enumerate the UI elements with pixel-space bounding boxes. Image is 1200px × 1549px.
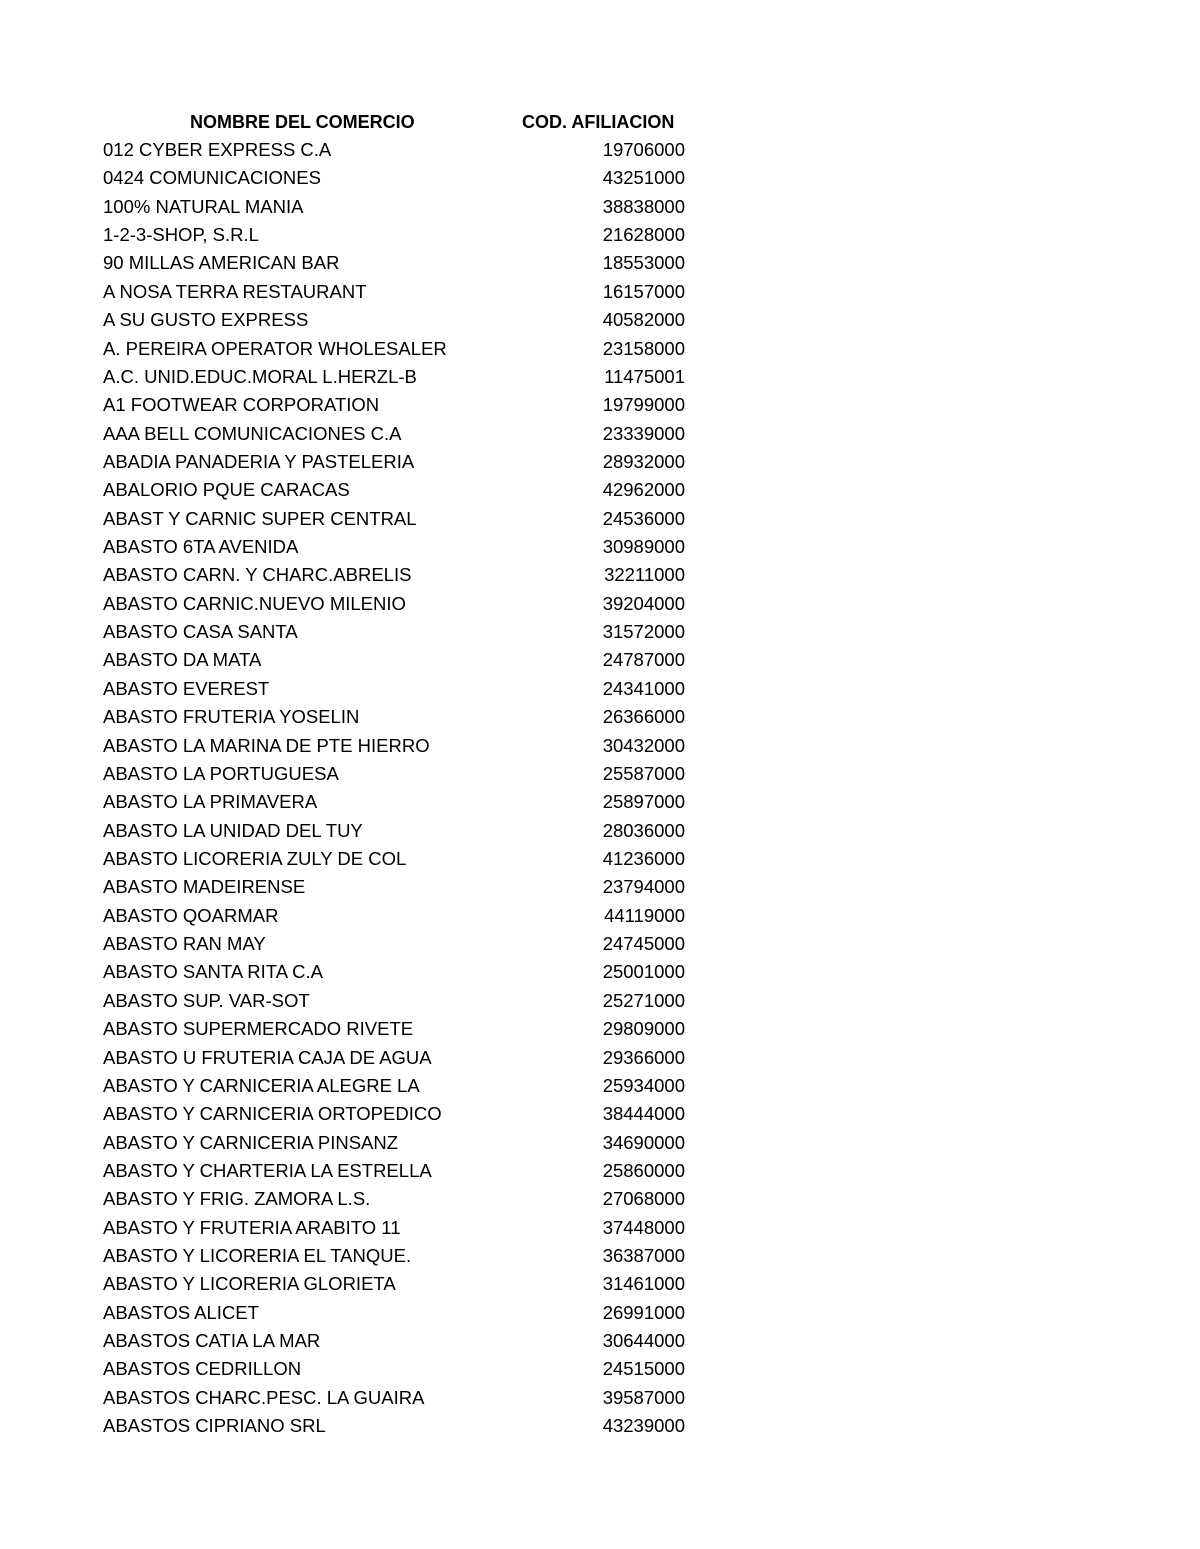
- affiliation-code-cell: 11475001: [604, 365, 685, 387]
- merchant-name-cell: AAA BELL COMUNICACIONES C.A: [103, 422, 402, 444]
- table-row: [0, 1214, 1200, 1242]
- affiliation-code-cell: 25587000: [602, 762, 685, 784]
- affiliation-code-cell: 38838000: [602, 195, 685, 217]
- affiliation-code-cell: 24745000: [602, 933, 685, 955]
- affiliation-code-cell: 23158000: [602, 337, 685, 359]
- table-row: [0, 249, 1200, 277]
- affiliation-code-cell: 24515000: [602, 1358, 685, 1380]
- table-row: [0, 930, 1200, 958]
- merchant-name-cell: ABASTO CARNIC.NUEVO MILENIO: [103, 592, 406, 614]
- merchant-name-cell: ABASTOS CHARC.PESC. LA GUAIRA: [103, 1386, 425, 1408]
- table-row: [0, 1355, 1200, 1383]
- table-row: [0, 1015, 1200, 1043]
- merchant-name-cell: ABASTOS CEDRILLON: [103, 1358, 302, 1380]
- merchant-name-cell: ABAST Y CARNIC SUPER CENTRAL: [103, 507, 417, 529]
- table-row: [0, 703, 1200, 731]
- affiliation-code-cell: 30989000: [602, 536, 685, 558]
- merchant-name-cell: ABASTO LICORERIA ZULY DE COL: [103, 847, 407, 869]
- merchant-name-cell: ABASTO Y LICORERIA GLORIETA: [103, 1273, 396, 1295]
- table-row: [0, 448, 1200, 476]
- affiliation-code-cell: 34690000: [602, 1131, 685, 1153]
- merchant-name-cell: A SU GUSTO EXPRESS: [103, 309, 309, 331]
- affiliation-code-cell: 29809000: [602, 1018, 685, 1040]
- table-row: [0, 533, 1200, 561]
- table-row: [0, 958, 1200, 986]
- table-row: [0, 1157, 1200, 1185]
- table-row: [0, 221, 1200, 249]
- affiliation-code-cell: 30432000: [602, 734, 685, 756]
- table-row: [0, 987, 1200, 1015]
- table-row: [0, 306, 1200, 334]
- affiliation-code-cell: 25860000: [602, 1159, 685, 1181]
- affiliation-code-cell: 28036000: [602, 819, 685, 841]
- merchant-name-cell: A NOSA TERRA RESTAURANT: [103, 280, 367, 302]
- affiliation-code-cell: 23794000: [602, 876, 685, 898]
- merchant-name-cell: ABASTO Y CARNICERIA PINSANZ: [103, 1131, 399, 1153]
- table-row: [0, 618, 1200, 646]
- affiliation-code-cell: 39204000: [602, 592, 685, 614]
- merchant-name-cell: 0424 COMUNICACIONES: [103, 167, 321, 189]
- merchant-name-cell: ABASTO CASA SANTA: [103, 621, 298, 643]
- merchant-name-cell: ABASTO QOARMAR: [103, 904, 279, 926]
- affiliation-code-cell: 27068000: [602, 1188, 685, 1210]
- merchant-name-cell: 1-2-3-SHOP, S.R.L: [103, 224, 259, 246]
- table-row: [0, 278, 1200, 306]
- table-row: [0, 193, 1200, 221]
- affiliation-code-cell: 31572000: [602, 621, 685, 643]
- affiliation-code-cell: 21628000: [602, 224, 685, 246]
- merchant-name-cell: ABASTO Y LICORERIA EL TANQUE.: [103, 1245, 412, 1267]
- table-row: [0, 335, 1200, 363]
- affiliation-code-cell: 40582000: [602, 309, 685, 331]
- merchant-name-cell: ABASTO LA MARINA DE PTE HIERRO: [103, 734, 430, 756]
- affiliation-code-cell: 16157000: [602, 280, 685, 302]
- merchant-name-cell: ABASTO U FRUTERIA CAJA DE AGUA: [103, 1046, 432, 1068]
- affiliation-code-cell: 25001000: [602, 961, 685, 983]
- affiliation-code-cell: 25934000: [602, 1074, 685, 1096]
- affiliation-code-cell: 43239000: [602, 1415, 685, 1437]
- affiliation-code-cell: 24536000: [602, 507, 685, 529]
- affiliation-code-cell: 18553000: [602, 252, 685, 274]
- merchant-name-cell: ABASTO SUP. VAR-SOT: [103, 989, 310, 1011]
- merchant-name-cell: ABASTO Y CHARTERIA LA ESTRELLA: [103, 1159, 432, 1181]
- affiliation-code-cell: 41236000: [602, 847, 685, 869]
- table-row: [0, 732, 1200, 760]
- table-row: [0, 164, 1200, 192]
- merchant-name-cell: ABASTO DA MATA: [103, 649, 262, 671]
- affiliation-code-cell: 31461000: [602, 1273, 685, 1295]
- merchant-name-cell: ABADIA PANADERIA Y PASTELERIA: [103, 450, 415, 472]
- table-row: [0, 1327, 1200, 1355]
- affiliation-code-cell: 42962000: [602, 479, 685, 501]
- affiliation-code-cell: 36387000: [602, 1245, 685, 1267]
- affiliation-code-cell: 26366000: [602, 706, 685, 728]
- merchant-name-cell: ABALORIO PQUE CARACAS: [103, 479, 350, 501]
- table-row: [0, 675, 1200, 703]
- table-row: [0, 1384, 1200, 1412]
- header-cod-afiliacion: COD. AFILIACION: [522, 112, 675, 132]
- merchant-name-cell: ABASTO LA PORTUGUESA: [103, 762, 339, 784]
- table-row: [0, 363, 1200, 391]
- table-row: [0, 1185, 1200, 1213]
- merchant-name-cell: 90 MILLAS AMERICAN BAR: [103, 252, 340, 274]
- table-row: [0, 1242, 1200, 1270]
- affiliation-code-cell: 39587000: [602, 1386, 685, 1408]
- table-row: [0, 817, 1200, 845]
- affiliation-code-cell: 38444000: [602, 1103, 685, 1125]
- table-row: [0, 845, 1200, 873]
- affiliation-code-cell: 44119000: [604, 904, 685, 926]
- merchant-name-cell: ABASTOS CATIA LA MAR: [103, 1330, 321, 1352]
- table-row: [0, 561, 1200, 589]
- merchant-name-cell: ABASTO CARN. Y CHARC.ABRELIS: [103, 564, 412, 586]
- affiliation-code-cell: 30644000: [602, 1330, 685, 1352]
- affiliation-code-cell: 32211000: [604, 564, 685, 586]
- table-row: [0, 1129, 1200, 1157]
- affiliation-code-cell: 25271000: [602, 989, 685, 1011]
- affiliation-code-cell: 19799000: [602, 394, 685, 416]
- merchant-name-cell: ABASTO SUPERMERCADO RIVETE: [103, 1018, 414, 1040]
- table-row: [0, 902, 1200, 930]
- merchant-name-cell: ABASTO Y FRIG. ZAMORA L.S.: [103, 1188, 371, 1210]
- table-row: [0, 873, 1200, 901]
- merchant-name-cell: ABASTO Y CARNICERIA ALEGRE LA: [103, 1074, 420, 1096]
- table-row: [0, 590, 1200, 618]
- table-row: [0, 1299, 1200, 1327]
- affiliation-code-cell: 37448000: [602, 1216, 685, 1238]
- table-header-row: [0, 108, 1200, 136]
- affiliation-code-cell: 24341000: [602, 677, 685, 699]
- table-row: [0, 760, 1200, 788]
- table-row: [0, 136, 1200, 164]
- merchant-name-cell: ABASTO 6TA AVENIDA: [103, 536, 299, 558]
- header-nombre-del-comercio: NOMBRE DEL COMERCIO: [190, 112, 415, 132]
- merchant-name-cell: ABASTO Y CARNICERIA ORTOPEDICO: [103, 1103, 442, 1125]
- merchant-name-cell: ABASTO FRUTERIA YOSELIN: [103, 706, 360, 728]
- table-row: [0, 788, 1200, 816]
- table-row: [0, 476, 1200, 504]
- table-row: [0, 1072, 1200, 1100]
- affiliation-code-cell: 29366000: [602, 1046, 685, 1068]
- merchant-name-cell: ABASTO LA PRIMAVERA: [103, 791, 318, 813]
- table-body: [0, 136, 1200, 1441]
- table-row: [0, 1100, 1200, 1128]
- table-row: [0, 505, 1200, 533]
- affiliation-code-cell: 24787000: [602, 649, 685, 671]
- merchant-name-cell: ABASTO Y FRUTERIA ARABITO 11: [103, 1216, 401, 1238]
- merchant-name-cell: ABASTOS ALICET: [103, 1301, 259, 1323]
- affiliation-code-cell: 23339000: [602, 422, 685, 444]
- merchant-name-cell: A. PEREIRA OPERATOR WHOLESALER: [103, 337, 447, 359]
- table-row: [0, 391, 1200, 419]
- merchant-name-cell: ABASTO EVEREST: [103, 677, 270, 699]
- affiliation-code-cell: 19706000: [602, 139, 685, 160]
- table-row: [0, 1270, 1200, 1298]
- affiliation-code-cell: 25897000: [602, 791, 685, 813]
- table-row: [0, 1044, 1200, 1072]
- merchant-name-cell: 012 CYBER EXPRESS C.A: [103, 139, 332, 160]
- affiliation-code-cell: 43251000: [602, 167, 685, 189]
- merchant-name-cell: A1 FOOTWEAR CORPORATION: [103, 394, 380, 416]
- table-row: [0, 420, 1200, 448]
- merchant-name-cell: ABASTO RAN MAY: [103, 933, 266, 955]
- merchant-name-cell: 100% NATURAL MANIA: [103, 195, 304, 217]
- merchant-name-cell: A.C. UNID.EDUC.MORAL L.HERZL-B: [103, 365, 417, 387]
- merchant-name-cell: ABASTO LA UNIDAD DEL TUY: [103, 819, 363, 841]
- affiliation-code-cell: 28932000: [602, 450, 685, 472]
- merchant-name-cell: ABASTO MADEIRENSE: [103, 876, 306, 898]
- table-row: [0, 1412, 1200, 1440]
- merchant-name-cell: ABASTO SANTA RITA C.A: [103, 961, 324, 983]
- affiliation-code-cell: 26991000: [602, 1301, 685, 1323]
- merchant-name-cell: ABASTOS CIPRIANO SRL: [103, 1415, 326, 1437]
- table-row: [0, 646, 1200, 674]
